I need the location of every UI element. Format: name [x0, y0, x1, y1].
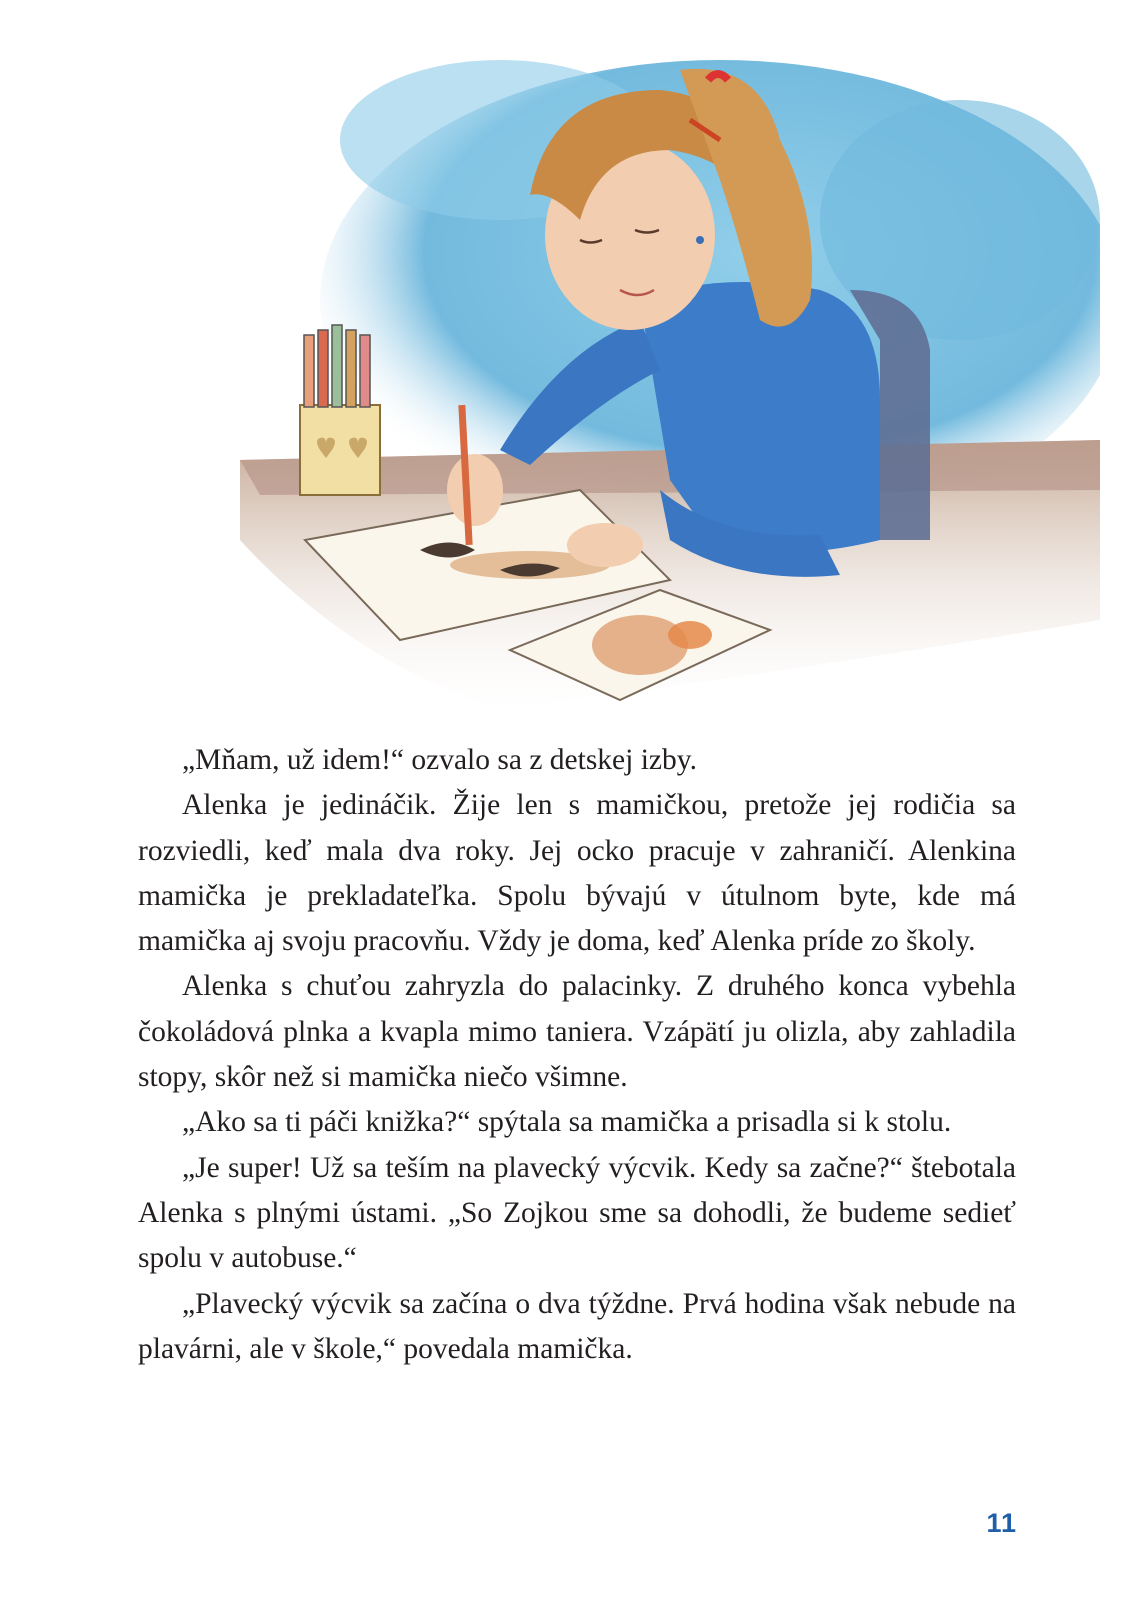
- paragraph: „Mňam, už idem!“ ozvalo sa z detskej izby.: [182, 744, 697, 776]
- paragraph: Alenka s chuťou zahryzla do palacinky. Z druhého konca vybehla čokoládová plnka a kvapla mimo taniera. Vzápätí ju olizla, aby zahladila stopy, skôr než si mamička niečo všimne.: [138, 970, 1016, 1094]
- illustration: [200, 20, 1100, 710]
- page-number: 11: [986, 1508, 1017, 1538]
- paragraph: „Plavecký výcvik sa začína o dva týždne. Prvá hodina však nebude na plavárni, ale v škole,“ povedala mamička.: [138, 1287, 1016, 1365]
- story-text: [138, 738, 1016, 1372]
- girl-drawing-at-desk-illustration: [200, 20, 1100, 710]
- paragraph: „Ako sa ti páči knižka?“ spýtala sa mamička a prisadla si k stolu.: [182, 1106, 952, 1139]
- paragraph: Alenka je jedináčik. Žije len s mamičkou, pretože jej rodičia sa rozviedli, keď mala dva roky. Jej ocko pracuje v zahraničí. Alenkina mamička je prekladateľka. Spolu bývajú v útulnom byte, kde má mamička aj svoju pracovňu. Vždy je doma, keď Alenka príde zo školy.: [138, 789, 1016, 958]
- paragraph: „Je super! Už sa teším na plavecký výcvik. Kedy sa začne?“ štebotala Alenka s plnými ústami. „So Zojkou sme sa dohodli, že budeme sedieť spolu v autobuse.“: [138, 1151, 1016, 1275]
